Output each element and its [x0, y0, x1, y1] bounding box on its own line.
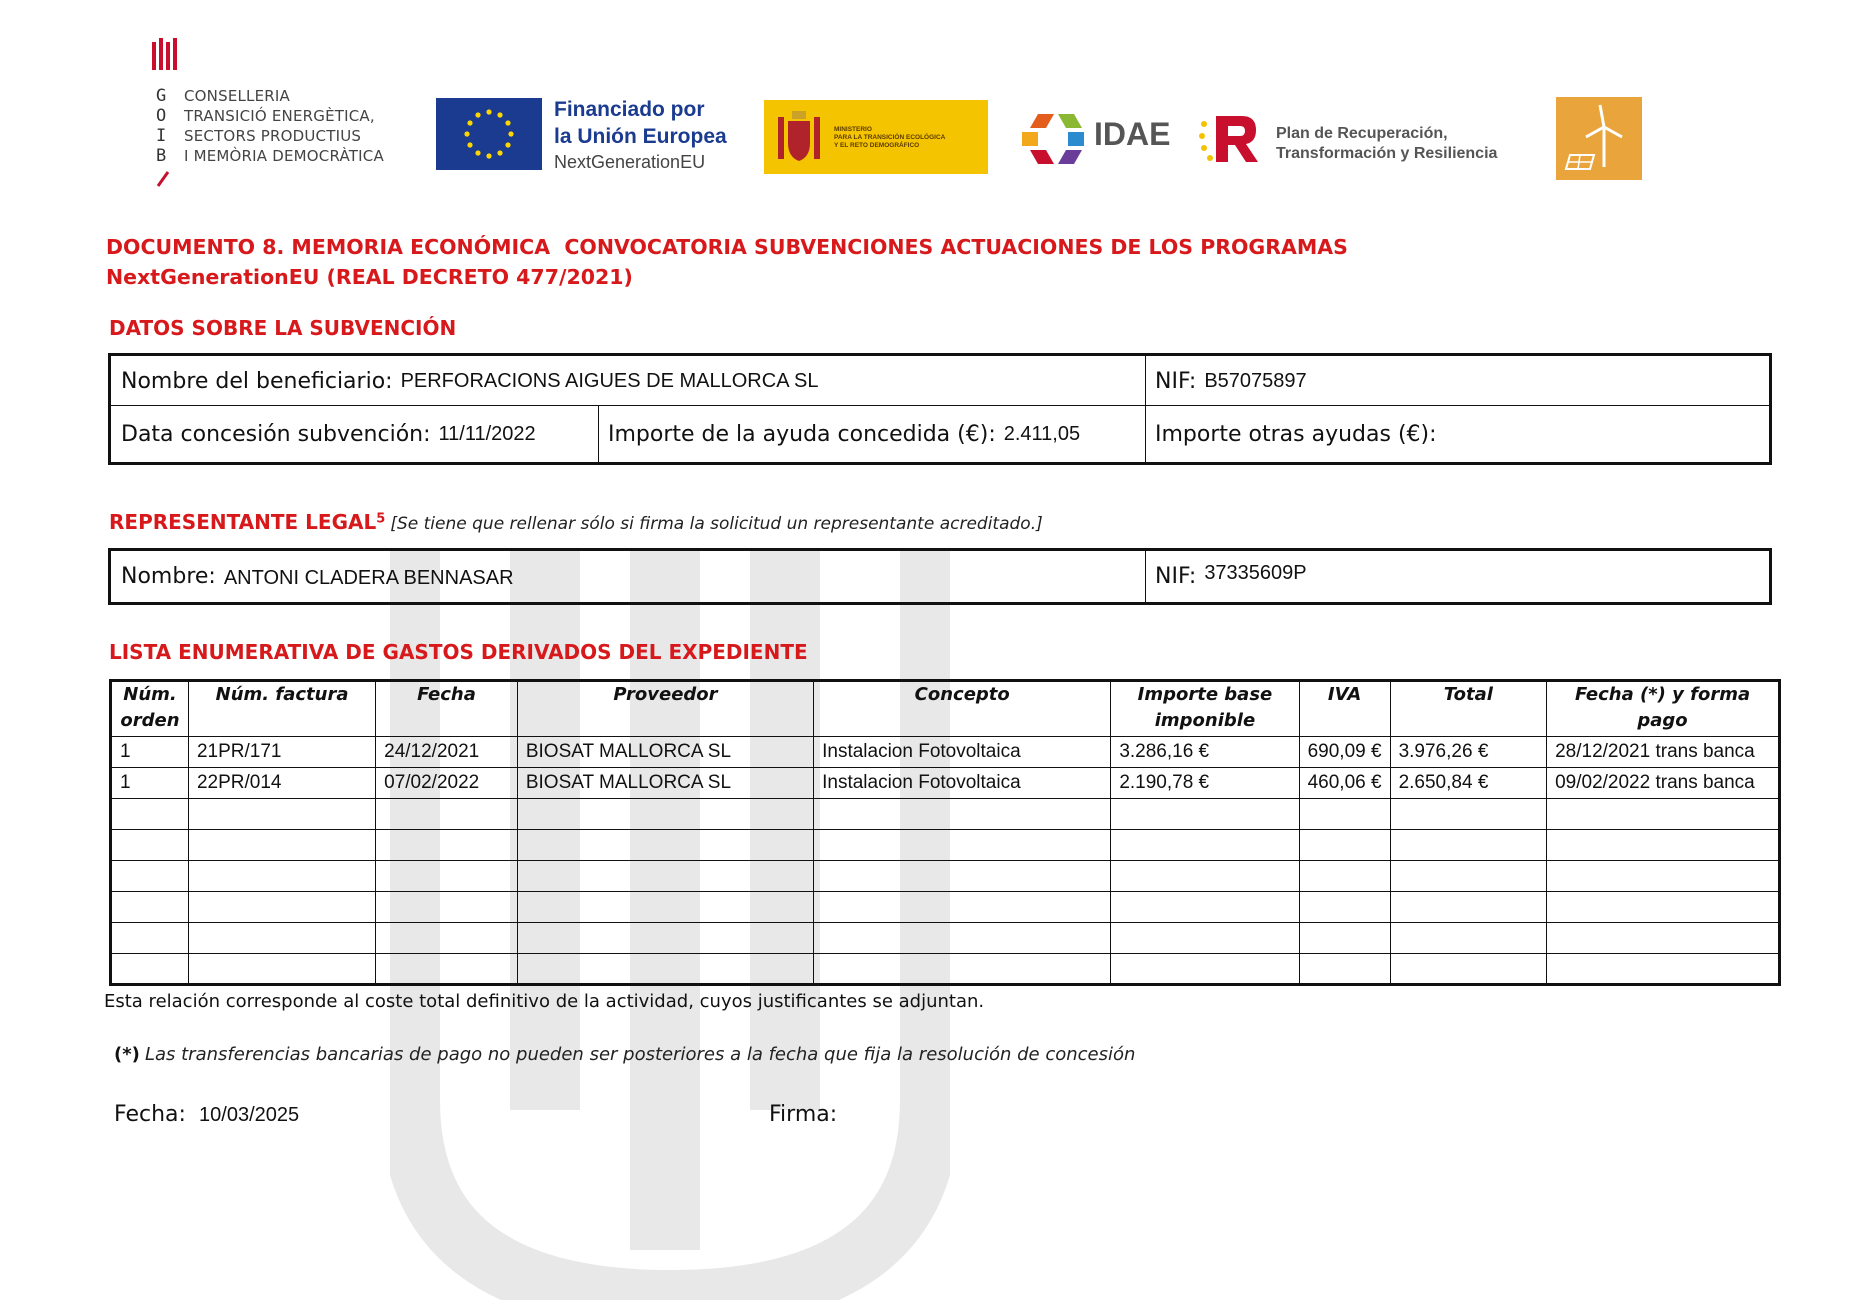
subvencion-box	[108, 353, 1772, 465]
gastos-cell[interactable]: 07/02/2022	[376, 768, 518, 799]
govern-line: TRANSICIÓ ENERGÈTICA,	[184, 107, 375, 125]
gastos-row	[111, 799, 1780, 830]
govern-line: CONSELLERIA	[184, 87, 290, 105]
gastos-cell[interactable]	[376, 892, 518, 923]
otras-ayudas-field	[1145, 406, 1769, 462]
importe-ayuda-label: Importe de la ayuda concedida (€):	[608, 421, 996, 447]
gastos-cell[interactable]	[1390, 830, 1547, 861]
govern-letter: I	[156, 126, 167, 146]
beneficiario-label: Nombre del beneficiario:	[121, 368, 393, 394]
gastos-cell[interactable]: 2.190,78 €	[1111, 768, 1299, 799]
nif-label: NIF:	[1155, 368, 1197, 394]
govern-logo	[150, 38, 400, 188]
gastos-cell[interactable]	[188, 861, 375, 892]
column-header: Fecha (*) y forma pago	[1547, 681, 1780, 737]
plan-recuperacion-logo	[1198, 110, 1538, 170]
gastos-cell[interactable]	[1390, 923, 1547, 954]
document-title-line1: DOCUMENTO 8. MEMORIA ECONÓMICA CONVOCATORIA SUBVENCIONES ACTUACIONES DE LOS PROGRAMAS	[106, 235, 1348, 259]
fecha-concesion-value[interactable]: 11/11/2022	[438, 422, 536, 445]
eu-line: NextGenerationEU	[554, 152, 706, 172]
gastos-cell[interactable]	[1111, 799, 1299, 830]
importe-ayuda-field	[598, 406, 1145, 462]
gastos-row	[111, 830, 1780, 861]
section-heading-gastos: LISTA ENUMERATIVA DE GASTOS DERIVADOS DEL EXPEDIENTE	[109, 640, 808, 664]
beneficiario-field	[111, 356, 1145, 406]
gastos-cell[interactable]	[517, 923, 813, 954]
nif-field	[1145, 356, 1769, 406]
gastos-cell[interactable]	[111, 892, 189, 923]
gastos-cell[interactable]	[1390, 861, 1547, 892]
gastos-cell[interactable]	[376, 923, 518, 954]
gastos-cell[interactable]	[376, 799, 518, 830]
gastos-cell[interactable]	[814, 923, 1111, 954]
govern-line: I MEMÒRIA DEMOCRÀTICA	[184, 147, 384, 165]
gastos-row	[111, 923, 1780, 954]
gastos-cell[interactable]: 09/02/2022 trans banca	[1547, 768, 1780, 799]
gastos-cell[interactable]: 22PR/014	[188, 768, 375, 799]
plan-line: Plan de Recuperación,	[1276, 125, 1448, 142]
gastos-cell[interactable]	[1299, 923, 1390, 954]
gastos-cell[interactable]: BIOSAT MALLORCA SL	[517, 737, 813, 768]
gastos-cell[interactable]	[814, 799, 1111, 830]
gastos-cell[interactable]	[1111, 923, 1299, 954]
gastos-cell[interactable]	[517, 799, 813, 830]
eu-flag-icon	[436, 98, 542, 170]
representante-note: [Se tiene que rellenar sólo si firma la solicitud un representante acreditado.]	[390, 514, 1043, 534]
eu-line: Financiado por	[554, 98, 705, 121]
gastos-cell[interactable]: 460,06 €	[1299, 768, 1390, 799]
gastos-cell[interactable]	[1390, 892, 1547, 923]
gastos-cell[interactable]: 24/12/2021	[376, 737, 518, 768]
ministry-line: Y EL RETO DEMOGRÁFICO	[834, 142, 920, 149]
gastos-cell[interactable]	[376, 861, 518, 892]
wind-solar-icon	[1556, 97, 1642, 180]
gastos-cell[interactable]	[111, 923, 189, 954]
gastos-cell[interactable]: 28/12/2021 trans banca	[1547, 737, 1780, 768]
plan-line: Transformación y Resiliencia	[1276, 145, 1498, 162]
gastos-cell[interactable]	[188, 799, 375, 830]
gastos-cell[interactable]	[1390, 799, 1547, 830]
gastos-cell[interactable]	[1299, 954, 1390, 985]
govern-slash-icon	[156, 170, 170, 188]
ministry-line: PARA LA TRANSICIÓN ECOLÓGICA	[834, 134, 946, 141]
idae-name: IDAE	[1094, 116, 1171, 152]
gastos-cell[interactable]	[1547, 923, 1780, 954]
plan-r-icon	[1198, 110, 1262, 166]
gastos-cell[interactable]	[1111, 861, 1299, 892]
gastos-cell[interactable]	[1299, 830, 1390, 861]
column-header: Total	[1390, 681, 1547, 737]
ministry-line: MINISTERIO	[834, 126, 872, 133]
gastos-cell[interactable]	[1547, 892, 1780, 923]
gastos-cell[interactable]: Instalacion Fotovoltaica	[814, 737, 1111, 768]
firma-label: Firma:	[769, 1102, 838, 1127]
fecha-value[interactable]: 10/03/2025	[199, 1104, 300, 1126]
gastos-cell[interactable]	[376, 830, 518, 861]
column-header: IVA	[1299, 681, 1390, 737]
gastos-row	[111, 737, 1780, 768]
gastos-cell[interactable]: 690,09 €	[1299, 737, 1390, 768]
gastos-cell[interactable]	[1547, 830, 1780, 861]
beneficiario-value[interactable]: PERFORACIONS AIGUES DE MALLORCA SL	[400, 369, 819, 392]
gastos-cell[interactable]	[517, 861, 813, 892]
gastos-cell[interactable]	[1547, 799, 1780, 830]
gastos-cell[interactable]: BIOSAT MALLORCA SL	[517, 768, 813, 799]
gastos-cell[interactable]	[1111, 892, 1299, 923]
gastos-cell[interactable]	[1547, 954, 1780, 985]
gastos-cell[interactable]	[376, 954, 518, 985]
gastos-cell[interactable]	[814, 830, 1111, 861]
gastos-cell[interactable]	[188, 830, 375, 861]
footnote-marker: 5	[376, 511, 386, 527]
representante-nif-label: NIF:	[1155, 564, 1197, 589]
section-heading-subvencion: DATOS SOBRE LA SUBVENCIÓN	[109, 316, 457, 340]
document-title-line2: NextGenerationEU (REAL DECRETO 477/2021)	[106, 265, 633, 289]
gastos-row	[111, 892, 1780, 923]
gastos-cell[interactable]	[814, 861, 1111, 892]
gastos-row	[111, 768, 1780, 799]
gastos-cell[interactable]	[517, 830, 813, 861]
gastos-cell[interactable]	[188, 954, 375, 985]
representante-nombre-field	[111, 551, 1145, 602]
gastos-cell[interactable]	[814, 954, 1111, 985]
gastos-cell[interactable]	[1299, 799, 1390, 830]
representante-nif-value[interactable]: 37335609P	[1204, 562, 1307, 584]
representante-nombre-label: Nombre:	[121, 564, 216, 589]
gastos-table	[109, 679, 1781, 986]
asterisk-marker: (*)	[114, 1044, 140, 1065]
idae-logo	[1018, 108, 1178, 168]
govern-bars-icon	[152, 38, 180, 72]
column-header: Núm. orden	[111, 681, 189, 737]
section-heading-representante: REPRESENTANTE LEGAL	[109, 510, 377, 534]
column-header: Importe base imponible	[1111, 681, 1299, 737]
importe-ayuda-value[interactable]: 2.411,05	[1003, 422, 1081, 445]
column-header: Proveedor	[517, 681, 813, 737]
gastos-cell[interactable]: 21PR/171	[188, 737, 375, 768]
gastos-cell[interactable]	[814, 892, 1111, 923]
gastos-row	[111, 954, 1780, 985]
gastos-cell[interactable]	[1390, 954, 1547, 985]
gastos-header-row	[111, 681, 1780, 737]
gastos-cell[interactable]: Instalacion Fotovoltaica	[814, 768, 1111, 799]
gastos-cell[interactable]	[1111, 954, 1299, 985]
fecha-label: Fecha:	[114, 1102, 186, 1127]
govern-letter: B	[156, 146, 167, 166]
representante-box	[108, 548, 1772, 605]
renewable-energy-logo	[1556, 97, 1642, 180]
representante-nif-field	[1145, 551, 1769, 602]
ministry-logo	[764, 100, 988, 174]
nif-value[interactable]: B57075897	[1204, 369, 1307, 392]
idae-mark-icon	[1018, 110, 1088, 166]
gastos-cell[interactable]	[111, 861, 189, 892]
gastos-cell[interactable]	[1299, 861, 1390, 892]
gastos-cell[interactable]	[1111, 830, 1299, 861]
govern-letter: O	[156, 106, 167, 126]
gastos-cell[interactable]	[517, 892, 813, 923]
fecha-concesion-label: Data concesión subvención:	[121, 421, 431, 447]
govern-line: SECTORS PRODUCTIUS	[184, 127, 362, 145]
eu-line: la Unión Europea	[554, 125, 727, 148]
spain-shield-icon	[774, 109, 824, 165]
coste-total-note: Esta relación corresponde al coste total definitivo de la actividad, cuyos justificantes se adjuntan.	[104, 991, 985, 1012]
column-header: Concepto	[814, 681, 1111, 737]
gastos-cell[interactable]	[111, 830, 189, 861]
column-header: Núm. factura	[188, 681, 375, 737]
gastos-cell[interactable]	[111, 954, 189, 985]
gastos-cell[interactable]: 3.976,26 €	[1390, 737, 1547, 768]
gastos-row	[111, 861, 1780, 892]
gastos-cell[interactable]: 1	[111, 737, 189, 768]
gastos-cell[interactable]	[1299, 892, 1390, 923]
column-header: Fecha	[376, 681, 518, 737]
gastos-cell[interactable]: 3.286,16 €	[1111, 737, 1299, 768]
asterisk-note: Las transferencias bancarias de pago no pueden ser posteriores a la fecha que fija la resolución de concesión	[144, 1044, 1136, 1065]
gastos-cell[interactable]: 1	[111, 768, 189, 799]
gastos-cell[interactable]	[188, 923, 375, 954]
eu-logo	[436, 96, 746, 176]
otras-ayudas-label: Importe otras ayudas (€):	[1155, 421, 1437, 447]
gastos-cell[interactable]	[188, 892, 375, 923]
gastos-cell[interactable]: 2.650,84 €	[1390, 768, 1547, 799]
gastos-cell[interactable]	[1547, 861, 1780, 892]
gastos-cell[interactable]	[517, 954, 813, 985]
gastos-cell[interactable]	[111, 799, 189, 830]
representante-nombre-value[interactable]: ANTONI CLADERA BENNASAR	[223, 567, 514, 589]
fecha-concesion-field	[111, 406, 598, 462]
govern-letter: G	[156, 86, 167, 106]
